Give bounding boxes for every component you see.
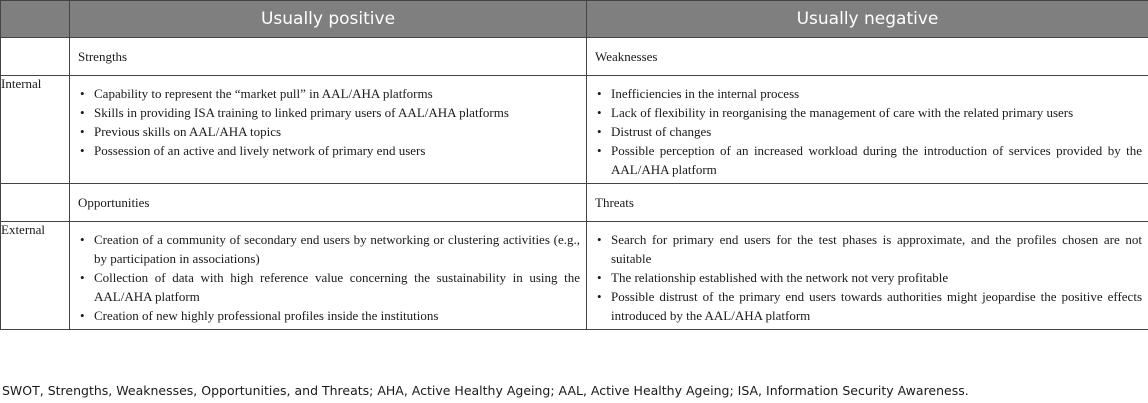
- list-item: • Possession of an active and lively network of primary end users: [94, 141, 580, 160]
- strengths-list: [70, 76, 586, 164]
- header-row: [1, 1, 1148, 38]
- internal-row-label: Internal: [1, 76, 70, 184]
- internal-title-row: [1, 38, 1148, 76]
- threats-cell: [587, 222, 1148, 330]
- opportunities-list: [70, 222, 586, 329]
- opportunities-title: Opportunities: [70, 184, 587, 222]
- threats-list: [587, 222, 1148, 329]
- list-item: • Capability to represent the “market pull” in AAL/AHA platforms: [94, 84, 580, 103]
- strengths-cell: [70, 76, 587, 184]
- list-item: • Lack of flexibility in reorganising the management of care with the related primary users: [611, 103, 1142, 122]
- external-body-row: [1, 222, 1148, 330]
- weaknesses-cell: [587, 76, 1148, 184]
- list-item: • Distrust of changes: [611, 122, 1142, 141]
- external-title-corner: [1, 184, 70, 222]
- header-usually-positive: Usually positive: [70, 1, 587, 38]
- header-usually-negative: Usually negative: [587, 1, 1148, 38]
- external-row-label: External: [1, 222, 70, 330]
- threats-title: Threats: [587, 184, 1148, 222]
- strengths-title: Strengths: [70, 38, 587, 76]
- weaknesses-title: Weaknesses: [587, 38, 1148, 76]
- list-item: • The relationship established with the network not very profitable: [611, 268, 1142, 287]
- internal-body-row: [1, 76, 1148, 184]
- weaknesses-list: [587, 76, 1148, 183]
- header-corner-cell: [1, 1, 70, 38]
- list-item: • Creation of new highly professional profiles inside the institutions: [94, 306, 580, 325]
- table-footnote: SWOT, Strengths, Weaknesses, Opportunities, and Threats; AHA, Active Healthy Ageing; AAL, Active Healthy Ageing; ISA, Information Security Awareness.: [2, 383, 969, 398]
- list-item: • Possible perception of an increased workload during the introduction of services provided by the AAL/AHA platform: [611, 141, 1142, 179]
- list-item: • Skills in providing ISA training to linked primary users of AAL/AHA platforms: [94, 103, 580, 122]
- opportunities-cell: [70, 222, 587, 330]
- list-item: • Collection of data with high reference value concerning the sustainability in using the AAL/AHA platform: [94, 268, 580, 306]
- internal-title-corner: [1, 38, 70, 76]
- list-item: • Creation of a community of secondary end users by networking or clustering activities (e.g., by participation in associations): [94, 230, 580, 268]
- list-item: • Previous skills on AAL/AHA topics: [94, 122, 580, 141]
- external-title-row: [1, 184, 1148, 222]
- list-item: • Possible distrust of the primary end users towards authorities might jeopardise the positive effects introduced by the AAL/AHA platform: [611, 287, 1142, 325]
- list-item: • Inefficiencies in the internal process: [611, 84, 1142, 103]
- list-item: • Search for primary end users for the test phases is approximate, and the profiles chosen are not suitable: [611, 230, 1142, 268]
